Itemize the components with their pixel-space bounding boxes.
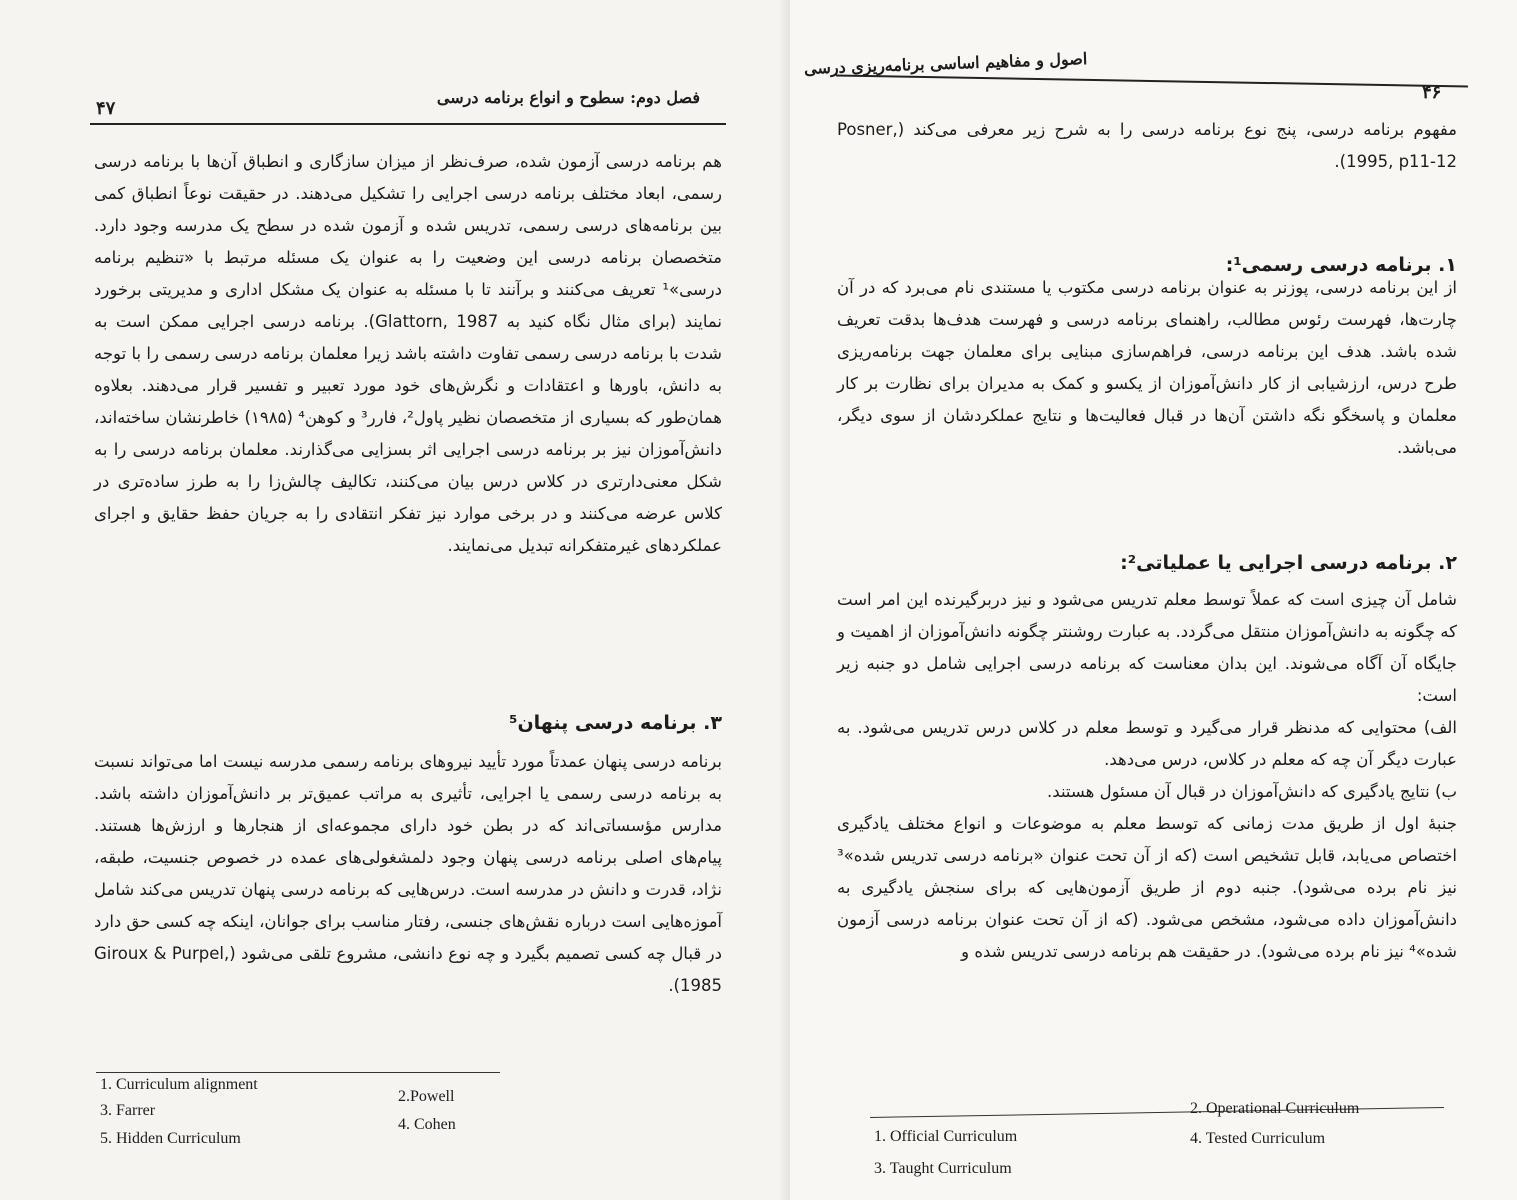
footnote: 1. Curriculum alignment (100, 1076, 258, 1093)
footnote: 2. Operational Curriculum (1190, 1100, 1360, 1117)
section-heading: ۱. برنامه درسی رسمی¹: (1225, 254, 1457, 276)
footnote: 1. Official Curriculum (874, 1128, 1018, 1145)
page-number: ۴۷ (96, 98, 116, 119)
footnote: 5. Hidden Curriculum (100, 1130, 241, 1147)
right-page (790, 0, 1517, 1200)
paragraph-text: هم برنامه درسی آزمون شده، صرف‌نظر از میزان سازگاری و انطباق آن‌ها با برنامه درسی رسمی، ابعاد مختلف برنامه درسی اجرایی را تشکیل می‌دهند. در حقیقت نوعاً انطباق کمی بین برنامه‌های درسی رسمی، تدریس شده و آزمون شده در سطح یک مدرسه وجود دارد. متخصصان برنامه درسی این وضعیت را به عنوان یک مسئله مرتبط با «تنظیم برنامه درسی»¹ تعریف می‌کنند و برآنند تا با مسئله به عنوان یک مشکل اداری و مدیریتی برخورد نمایند (برای مثال نگاه کنید به Glattorn, 1987). برنامه درسی اجرایی ممکن است به شدت با برنامه درسی رسمی تفاوت داشته باشد زیرا معلمان برنامه درسی رسمی را با توجه به دانش، باورها و اعتقادات و نگرش‌های خود مورد تعبیر و تفسیر قرار می‌دهند. بعلاوه همان‌طور که بسیاری از متخصصان نظیر پاول²، فارر³ و کوهن⁴ (۱۹۸۵) خاطرنشان ساخته‌اند، دانش‌آموزان نیز بر برنامه درسی اجرایی اثر بسزایی می‌گذارند. معلمان برنامه درسی را به شکل معنی‌دارتری در کلاس درس بیان می‌کنند، تکالیف چالش‌زا را به طرز ساده‌تری در کلاس عرضه می‌کنند و در برخی موارد نیز تفکر انتقادی را به جریان حفظ حقایق و اجرای عملکردهای غیرمتفکرانه تبدیل می‌نمایند. (94, 152, 723, 555)
running-head: فصل دوم: سطوح و انواع برنامه درسی (436, 88, 700, 107)
body-paragraph (94, 746, 722, 1002)
list-item: ب) نتایج یادگیری که دانش‌آموزان در قبال آن مسئول هستند. (1047, 782, 1457, 801)
header-rule (836, 74, 1468, 87)
list-item: الف) محتوایی که مدنظر قرار می‌گیرد و توسط معلم در کلاس درس تدریس می‌شود. به عبارت دیگر آن چه که معلم در کلاس، درس می‌دهد. (837, 718, 1457, 769)
body-paragraph (837, 584, 1457, 968)
section-heading: ۳. برنامه درسی پنهان⁵ (509, 712, 722, 734)
paragraph-text: از این برنامه درسی، پوزنر به عنوان برنامه درسی مکتوب یا مستندی نام می‌برد که در آن چارت‌ها، فهرست رئوس مطالب، راهنمای برنامه درسی و فهرست هدف‌ها بدقت تعریف شده باشد. هدف این برنامه درسی، فراهم‌سازی مبنایی برای معلمان جهت برنامه‌ریزی طرح درس، ارزشیابی از کار دانش‌آموزان از یکسو و کمک به مدیران برای نظارت بر کار معلمان و پاسخگو نگه داشتن آن‌ها در قبال فعالیت‌ها و نتایج عملکردشان از سوی دیگر، می‌باشد. (837, 278, 1457, 457)
footnote: 2.Powell (398, 1088, 455, 1105)
body-paragraph (837, 272, 1457, 464)
running-head: اصول و مفاهیم اساسی برنامه‌ریزی درسی (803, 49, 1088, 78)
paragraph-text: شامل آن چیزی است که عملاً توسط معلم تدریس می‌شود و نیز دربرگیرنده این امر است که چگونه به دانش‌آموزان منتقل می‌گردد. به عبارت روشنتر چگونه دانش‌آموزان از اهمیت و جایگاه آن آگاه می‌شوند. این بدان معناست که برنامه درسی اجرایی شامل دو جنبه زیر است: (837, 590, 1457, 705)
header-rule (90, 123, 726, 125)
paragraph-text: جنبهٔ اول از طریق مدت زمانی که توسط معلم به موضوعات و انواع مختلف یادگیری اختصاص می‌یابد، قابل تشخیص است (که از آن تحت عنوان «برنامه درسی تدریس شده»³ نیز نام برده می‌شود). جنبه دوم از طریق آزمون‌هایی که برای سنجش یادگیری به دانش‌آموزان داده می‌شود، مشخص می‌شود. (که از آن تحت عنوان برنامه درسی آزمون شده»⁴ نیز نام برده می‌شود). در حقیقت هم برنامه درسی تدریس شده و (837, 814, 1457, 961)
section-heading: ۲. برنامه درسی اجرایی یا عملیاتی²: (1120, 552, 1457, 574)
paragraph-text: برنامه درسی پنهان عمدتاً مورد تأیید نیروهای برنامه رسمی مدرسه نیست اما می‌تواند نسبت به برنامه درسی رسمی یا اجرایی، تأثیری به مراتب عمیق‌تر بر دانش‌آموزان داشته باشد. مدارس مؤسساتی‌اند که در بطن خود دارای مجموعه‌ای از هنجارها و ارزش‌ها هستند. پیام‌های اصلی برنامه درسی پنهان وجود دلمشغولی‌های عمده در خصوص جنسیت، طبقه، نژاد، قدرت و دانش در مدرسه است. درس‌هایی که برنامه درسی پنهان تدریس می‌کند شامل آموزه‌هایی است درباره نقش‌های جنسی، رفتار مناسب برای جوانان، اینکه چه کسی حق دارد در قبال چه کسی تصمیم بگیرد و چه نوع دانشی، مشروع تلقی می‌شود (Giroux & Purpel, 1985). (94, 752, 722, 995)
footnote: 4. Cohen (398, 1116, 456, 1133)
footnote: 3. Taught Curriculum (874, 1160, 1012, 1177)
footnote: 4. Tested Curriculum (1190, 1130, 1326, 1147)
page-number: ۴۶ (1422, 82, 1442, 103)
paragraph-text: مفهوم برنامه درسی، پنج نوع برنامه درسی را به شرح زیر معرفی می‌کند (Posner, 1995, p11-12). (837, 120, 1457, 171)
footnote-rule (96, 1072, 500, 1073)
body-paragraph (837, 114, 1457, 178)
body-paragraph (94, 146, 722, 562)
footnote: 3. Farrer (100, 1102, 156, 1119)
